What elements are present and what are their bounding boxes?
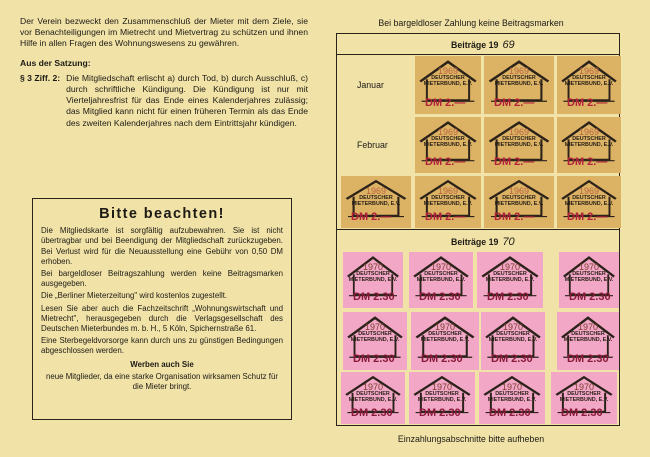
stamp-price: DM 2.— bbox=[425, 97, 466, 109]
stamp-org-line1: DEUTSCHER bbox=[358, 331, 392, 337]
stamp-1970 bbox=[551, 372, 617, 424]
stamp-org-line2: MIETERBUND, E.V. bbox=[416, 277, 466, 283]
stamp-org-line2: MIETERBUND, E.V. bbox=[564, 81, 614, 87]
stamp-price: DM 2.30 bbox=[353, 291, 395, 303]
stamp-org-line1: DEUTSCHER bbox=[428, 331, 462, 337]
stamp-org-line2: MIETERBUND, E.V. bbox=[423, 142, 473, 148]
stamp-year: 1969 bbox=[437, 127, 459, 137]
notice-werben: Werben auch Sie bbox=[130, 359, 194, 369]
paragraph-text: Die Mitgliedschaft erlischt a) durch Tod, b) durch Ausschluß, c) durch schriftliche Kündigung. Die Kündigung ist nur mit Vierteljahresfrist für das Ende eines Kalenderjahres zulässig; das Mitglied kann nicht für einen früheren Termin als das Ende des zweiten Kalenderjahres nach dem Eintrittsjahr kündigen. bbox=[66, 72, 308, 128]
bottom-note: Einzahlungsabschnitte bitte aufheben bbox=[397, 434, 545, 444]
stamp-1969 bbox=[484, 176, 554, 228]
stamp-year: 1970 bbox=[502, 322, 524, 332]
satzung-heading: Aus der Satzung: bbox=[20, 57, 91, 68]
stamp-year: 1969 bbox=[578, 127, 600, 137]
stamp-price: DM 2.30 bbox=[561, 407, 603, 419]
stamp-price: DM 2.— bbox=[425, 211, 466, 223]
stamp-year: 1970 bbox=[362, 262, 384, 272]
stamp-org-line1: DEUTSCHER bbox=[425, 391, 459, 397]
stamp-org-line1: DEUTSCHER bbox=[572, 195, 606, 201]
notice-p3: Die „Berliner Mieterzeitung" wird kostenlos zugestellt. bbox=[41, 291, 228, 301]
stamp-price: DM 2.— bbox=[494, 211, 535, 223]
stamp-1970 bbox=[477, 252, 543, 308]
stamp-org-line2: MIETERBUND, E.V. bbox=[488, 337, 538, 343]
stamp-year: 1970 bbox=[573, 382, 595, 392]
stamp-org-line2: MIETERBUND, E.V. bbox=[487, 397, 537, 403]
stamp-org-line2: MIETERBUND, E.V. bbox=[559, 397, 609, 403]
stamp-1969 bbox=[557, 56, 621, 114]
stamp-year: 1970 bbox=[362, 382, 384, 392]
stamp-price: DM 2.— bbox=[494, 97, 535, 109]
stamp-price: DM 2.30 bbox=[419, 291, 461, 303]
stamp-org-line1: DEUTSCHER bbox=[572, 136, 606, 142]
stamp-year: 1970 bbox=[578, 262, 600, 272]
stamp-org-line2: MIETERBUND, E.V. bbox=[348, 397, 398, 403]
stamp-org-line1: DEUTSCHER bbox=[502, 136, 536, 142]
satzung-paragraph bbox=[20, 73, 308, 129]
stamp-1969 bbox=[557, 176, 621, 228]
stamp-year: 1970 bbox=[364, 322, 386, 332]
stamp-year: 1969 bbox=[508, 66, 530, 76]
stamp-org-line2: MIETERBUND, E.V. bbox=[564, 201, 614, 207]
stamp-price: DM 2.— bbox=[351, 211, 392, 223]
stamp-org-line2: MIETERBUND, E.V. bbox=[423, 81, 473, 87]
stamp-1969 bbox=[484, 117, 554, 173]
notice-p1: Die Mitgliedskarte ist sorgfältig aufzubewahren. Sie ist nicht übertragbar und bei Beendigung der Mitgliedschaft zurückzugeben. Bei Verlust wird für die Neuausstellung eine Gebühr von 0,50 DM erhoben. bbox=[41, 226, 283, 266]
stamp-year: 1969 bbox=[578, 186, 600, 196]
stamp-org-line1: DEUTSCHER bbox=[496, 331, 530, 337]
stamp-price: DM 2.30 bbox=[487, 291, 529, 303]
stamp-year: 1969 bbox=[365, 186, 387, 196]
intro-text: Der Verein bezweckt den Zusammenschluß der Mieter mit dem Ziele, sie vor Benachteiligungen im Mietrecht und Mietvertrag zu schützen und ihnen Hilfe in allen Fragen des Wohnungswesens zu gewähren. bbox=[20, 16, 308, 49]
paragraph-number: § 3 Ziff. 2: bbox=[20, 72, 61, 83]
stamp-org-line1: DEUTSCHER bbox=[431, 195, 465, 201]
stamp-org-line2: MIETERBUND, E.V. bbox=[351, 201, 401, 207]
stamp-org-line1: DEUTSCHER bbox=[356, 391, 390, 397]
stamp-org-line1: DEUTSCHER bbox=[356, 271, 390, 277]
section-1969-label-text: Beiträge 19 bbox=[451, 40, 499, 50]
stamp-org-line1: DEUTSCHER bbox=[571, 331, 605, 337]
stamp-1969 bbox=[415, 56, 481, 114]
stamp-org-line2: MIETERBUND, E.V. bbox=[423, 201, 473, 207]
top-note: Bei bargeldloser Zahlung keine Beitragsmarken bbox=[378, 18, 564, 28]
stamp-org-line2: MIETERBUND, E.V. bbox=[494, 81, 544, 87]
stamp-year: 1970 bbox=[501, 382, 523, 392]
section-1970-label bbox=[451, 236, 515, 248]
stamp-org-line2: MIETERBUND, E.V. bbox=[564, 277, 614, 283]
notice-p2: Bei bargeldloser Beitragszahlung werden keine Beitragsmarken ausgegeben. bbox=[41, 269, 283, 289]
stamp-org-line1: DEUTSCHER bbox=[572, 271, 606, 277]
stamp-price: DM 2.30 bbox=[421, 353, 463, 365]
stamp-org-line2: MIETERBUND, E.V. bbox=[564, 142, 614, 148]
stamp-year: 1969 bbox=[508, 186, 530, 196]
stamp-price: DM 2.30 bbox=[491, 353, 533, 365]
stamp-year: 1969 bbox=[578, 66, 600, 76]
stamp-org-line2: MIETERBUND, E.V. bbox=[420, 337, 470, 343]
stamp-1969 bbox=[484, 56, 554, 114]
stamp-1970 bbox=[411, 312, 479, 370]
stamp-org-line1: DEUTSCHER bbox=[431, 75, 465, 81]
stamp-1969 bbox=[415, 176, 481, 228]
section-1970-year: 70 bbox=[502, 236, 515, 248]
left-column bbox=[20, 16, 308, 129]
stamp-price: DM 2.30 bbox=[353, 353, 395, 365]
stamp-year: 1970 bbox=[499, 262, 521, 272]
stamp-org-line1: DEUTSCHER bbox=[572, 75, 606, 81]
stamp-price: DM 2.— bbox=[494, 156, 535, 168]
stamp-1970 bbox=[559, 252, 619, 308]
stamp-org-line2: MIETERBUND, E.V. bbox=[494, 142, 544, 148]
stamp-org-line2: MIETERBUND, E.V. bbox=[350, 337, 400, 343]
stamp-org-line1: DEUTSCHER bbox=[359, 195, 393, 201]
stamp-grid bbox=[336, 33, 620, 426]
stamp-1969 bbox=[415, 117, 481, 173]
section-1969-label bbox=[451, 39, 515, 51]
stamp-year: 1969 bbox=[508, 127, 530, 137]
stamp-1970 bbox=[343, 252, 403, 308]
stamp-price: DM 2.— bbox=[425, 156, 466, 168]
stamp-year: 1970 bbox=[434, 322, 456, 332]
stamp-1970 bbox=[409, 252, 473, 308]
stamp-org-line1: DEUTSCHER bbox=[567, 391, 601, 397]
notice-p4: Lesen Sie aber auch die Fachzeitschrift „Wohnungswirtschaft und Mietrecht", herausgegeben durch die Verlagsgesellschaft des Deutschen Mieterbundes m. b. H., 5 Köln, Spichernstraße 61. bbox=[41, 303, 283, 334]
stamp-org-line1: DEUTSCHER bbox=[431, 136, 465, 142]
notice-p6: neue Mitglieder, da eine starke Organisation wirksamen Schutz für die Mieter bringt. bbox=[45, 371, 278, 392]
stamp-1969 bbox=[557, 117, 621, 173]
stamp-price: DM 2.— bbox=[567, 97, 608, 109]
month-januar: Januar bbox=[357, 80, 384, 90]
stamp-org-line1: DEUTSCHER bbox=[424, 271, 458, 277]
stamp-org-line2: MIETERBUND, E.V. bbox=[563, 337, 613, 343]
section-1970-label-text: Beiträge 19 bbox=[451, 237, 499, 247]
stamp-org-line1: DEUTSCHER bbox=[502, 75, 536, 81]
stamp-year: 1970 bbox=[431, 382, 453, 392]
stamp-year: 1969 bbox=[437, 66, 459, 76]
stamp-1970 bbox=[557, 312, 619, 370]
stamp-price: DM 2.30 bbox=[351, 407, 393, 419]
stamp-org-line2: MIETERBUND, E.V. bbox=[494, 201, 544, 207]
notice-p5: Eine Sterbegeldvorsorge kann durch uns zu günstigen Bedingungen abgeschlossen werden. bbox=[41, 336, 283, 356]
stamp-org-line2: MIETERBUND, E.V. bbox=[348, 277, 398, 283]
stamp-year: 1970 bbox=[577, 322, 599, 332]
stamp-1970 bbox=[409, 372, 475, 424]
stamp-price: DM 2.30 bbox=[489, 407, 531, 419]
stamp-1970 bbox=[343, 312, 407, 370]
stamp-org-line1: DEUTSCHER bbox=[502, 195, 536, 201]
stamp-1969 bbox=[341, 176, 411, 228]
section-1969-year: 69 bbox=[502, 39, 515, 51]
divider bbox=[337, 54, 619, 55]
stamp-price: DM 2.30 bbox=[569, 291, 611, 303]
stamp-year: 1969 bbox=[437, 186, 459, 196]
stamp-price: DM 2.— bbox=[567, 211, 608, 223]
stamp-org-line1: DEUTSCHER bbox=[493, 271, 527, 277]
stamp-price: DM 2.30 bbox=[567, 353, 609, 365]
stamp-1970 bbox=[481, 312, 545, 370]
stamp-org-line2: MIETERBUND, E.V. bbox=[417, 397, 467, 403]
stamp-price: DM 2.30 bbox=[419, 407, 461, 419]
stamp-org-line1: DEUTSCHER bbox=[495, 391, 529, 397]
stamp-1970 bbox=[341, 372, 405, 424]
stamp-1970 bbox=[479, 372, 545, 424]
stamp-year: 1970 bbox=[430, 262, 452, 272]
month-februar: Februar bbox=[357, 140, 388, 150]
stamp-price: DM 2.— bbox=[567, 156, 608, 168]
notice-title: Bitte beachten! bbox=[99, 206, 225, 222]
stamp-org-line2: MIETERBUND, E.V. bbox=[485, 277, 535, 283]
notice-box bbox=[32, 198, 292, 420]
